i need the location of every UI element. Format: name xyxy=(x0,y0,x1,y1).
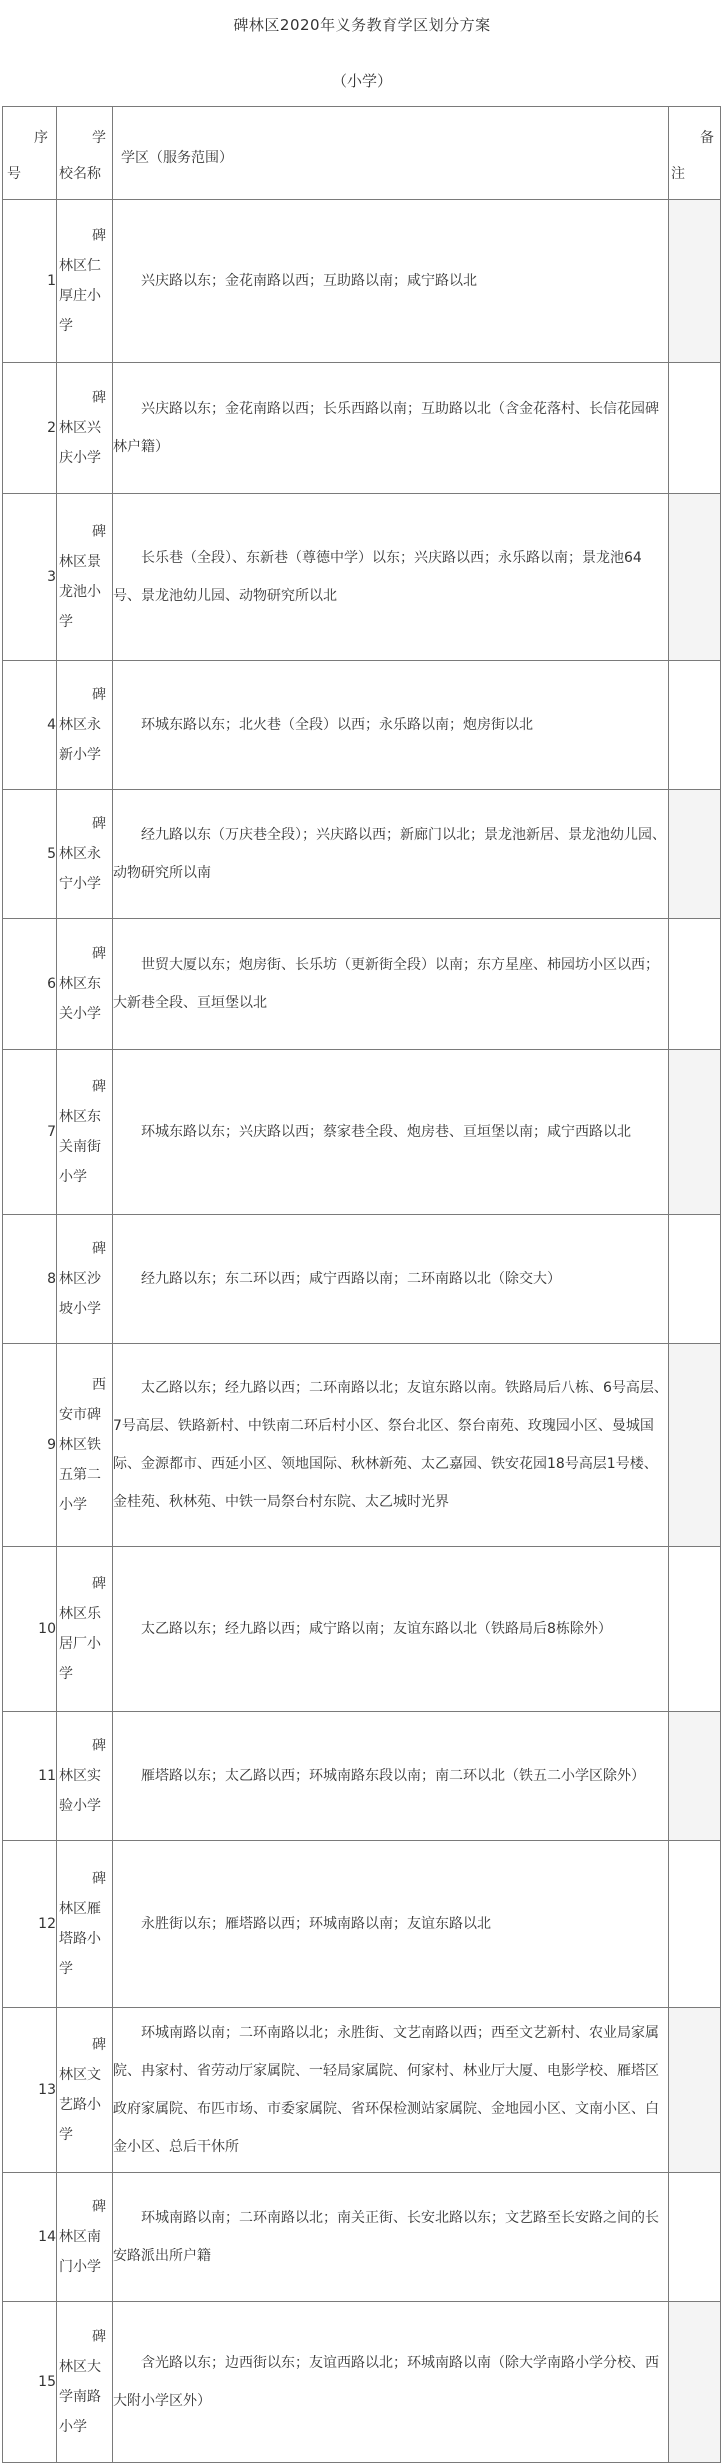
note-cell xyxy=(669,2008,721,2173)
table-row xyxy=(3,790,721,919)
school-name-first-char: 西 xyxy=(92,1377,106,1393)
row-number: 13 xyxy=(3,2008,57,2173)
school-name-first-char: 碑 xyxy=(92,816,106,832)
header-number xyxy=(3,107,57,200)
school-name-cell xyxy=(57,790,113,919)
service-range-cell: 含光路以东；边西街以东；友谊西路以北；环城南路以南（除大学南路小学分校、西大附小学区外） xyxy=(113,2302,669,2463)
row-number: 11 xyxy=(3,1712,57,1841)
service-range-cell: 兴庆路以东；金花南路以西；长乐西路以南；互助路以北（含金花落村、长信花园碑林户籍） xyxy=(113,363,669,494)
note-cell xyxy=(669,1050,721,1215)
note-cell xyxy=(669,1215,721,1344)
school-name-cell xyxy=(57,494,113,661)
school-name-first-char: 碑 xyxy=(92,1079,106,1095)
school-name-rest: 林区沙坡小学 xyxy=(59,1271,101,1317)
row-number: 1 xyxy=(3,200,57,363)
table-row xyxy=(3,1547,721,1712)
table-row xyxy=(3,1050,721,1215)
school-name-rest: 林区实验小学 xyxy=(59,1768,101,1814)
table-row xyxy=(3,661,721,790)
school-name-cell xyxy=(57,1344,113,1547)
school-name-first-char: 碑 xyxy=(92,1241,106,1257)
school-name-rest: 林区仁厚庄小学 xyxy=(59,258,101,334)
service-range-cell: 经九路以东（万庆巷全段）；兴庆路以西；新廊门以北；景龙池新居、景龙池幼儿园、动物研究所以南 xyxy=(113,790,669,919)
service-range-cell: 长乐巷（全段）、东新巷（尊德中学）以东；兴庆路以西；永乐路以南；景龙池64号、景龙池幼儿园、动物研究所以北 xyxy=(113,494,669,661)
table-row xyxy=(3,1215,721,1344)
note-cell xyxy=(669,1712,721,1841)
table-row xyxy=(3,2008,721,2173)
row-number: 3 xyxy=(3,494,57,661)
service-range-cell: 环城东路以东；北火巷（全段）以西；永乐路以南；炮房街以北 xyxy=(113,661,669,790)
school-name-rest: 林区南门小学 xyxy=(59,2229,101,2275)
table-body xyxy=(3,200,721,2463)
header-note xyxy=(669,107,721,200)
service-range-cell: 永胜街以东；雁塔路以西；环城南路以南；友谊东路以北 xyxy=(113,1841,669,2008)
row-number: 5 xyxy=(3,790,57,919)
header-note-bottom: 注 xyxy=(671,166,685,182)
school-name-cell xyxy=(57,1712,113,1841)
table-row xyxy=(3,2302,721,2463)
school-name-rest: 林区景龙池小学 xyxy=(59,554,101,630)
note-cell xyxy=(669,2173,721,2302)
note-cell xyxy=(669,919,721,1050)
school-name-cell xyxy=(57,2008,113,2173)
service-range-cell: 环城南路以南；二环南路以北；南关正街、长安北路以东；文艺路至长安路之间的长安路派出所户籍 xyxy=(113,2173,669,2302)
header-note-top: 备 xyxy=(700,130,714,146)
school-name-first-char: 碑 xyxy=(92,687,106,703)
note-cell xyxy=(669,494,721,661)
row-number: 6 xyxy=(3,919,57,1050)
table-row xyxy=(3,363,721,494)
row-number: 9 xyxy=(3,1344,57,1547)
school-district-table xyxy=(2,106,721,2463)
header-range-label: 学区（服务范围） xyxy=(121,150,233,166)
note-cell xyxy=(669,363,721,494)
service-range-cell: 兴庆路以东；金花南路以西；互助路以南；咸宁路以北 xyxy=(113,200,669,363)
school-name-first-char: 碑 xyxy=(92,2199,106,2215)
school-name-first-char: 碑 xyxy=(92,228,106,244)
school-name-cell xyxy=(57,200,113,363)
row-number: 12 xyxy=(3,1841,57,2008)
school-name-rest: 林区永新小学 xyxy=(59,717,101,763)
school-name-rest: 林区文艺路小学 xyxy=(59,2067,101,2143)
school-name-rest: 安市碑林区铁五第二小学 xyxy=(59,1407,101,1513)
header-range xyxy=(113,107,669,200)
document-subtitle: （小学） xyxy=(331,72,392,90)
school-name-rest: 林区东关南街小学 xyxy=(59,1109,101,1185)
note-cell xyxy=(669,1344,721,1547)
school-name-cell xyxy=(57,1841,113,2008)
school-name-first-char: 碑 xyxy=(92,2329,106,2345)
school-name-cell xyxy=(57,363,113,494)
school-name-first-char: 碑 xyxy=(92,1576,106,1592)
service-range-cell: 太乙路以东；经九路以西；二环南路以北；友谊东路以南。铁路局后八栋、6号高层、7号高层、铁路新村、中铁南二环后村小区、祭台北区、祭台南苑、玫瑰园小区、曼城国际、金源都市、西延小区、领地国际、秋林新苑、太乙嘉园、铁安花园18号高层1号楼、金桂苑、秋林苑、中铁一局祭台村东院、太乙城时光界 xyxy=(113,1344,669,1547)
service-range-cell: 太乙路以东；经九路以西；咸宁路以南；友谊东路以北（铁路局后8栋除外） xyxy=(113,1547,669,1712)
row-number: 10 xyxy=(3,1547,57,1712)
header-number-bottom: 号 xyxy=(7,166,21,182)
header-school-top: 学 xyxy=(92,130,106,146)
table-row xyxy=(3,2173,721,2302)
service-range-cell: 雁塔路以东；太乙路以西；环城南路东段以南；南二环以北（铁五二小学区除外） xyxy=(113,1712,669,1841)
table-row xyxy=(3,919,721,1050)
school-name-rest: 林区乐居厂小学 xyxy=(59,1606,101,1682)
school-name-first-char: 碑 xyxy=(92,524,106,540)
service-range-cell: 环城南路以南；二环南路以北；永胜街、文艺南路以西；西至文艺新村、农业局家属院、冉家村、省劳动厅家属院、一轻局家属院、何家村、林业厅大厦、电影学校、雁塔区政府家属院、布匹市场、市委家属院、省环保检测站家属院、金地园小区、文南小区、白金小区、总后干休所 xyxy=(113,2008,669,2173)
header-number-top: 序 xyxy=(34,130,48,146)
school-name-first-char: 碑 xyxy=(92,2037,106,2053)
table-header-row xyxy=(3,107,721,200)
header-school-bottom: 校名称 xyxy=(59,166,101,182)
table-row xyxy=(3,1344,721,1547)
note-cell xyxy=(669,2302,721,2463)
table-row xyxy=(3,494,721,661)
row-number: 8 xyxy=(3,1215,57,1344)
note-cell xyxy=(669,200,721,363)
school-name-cell xyxy=(57,661,113,790)
school-name-cell xyxy=(57,1547,113,1712)
school-name-first-char: 碑 xyxy=(92,946,106,962)
document-title: 碑林区2020年义务教育学区划分方案 xyxy=(233,16,491,34)
school-name-rest: 林区大学南路小学 xyxy=(59,2359,101,2435)
school-name-rest: 林区永宁小学 xyxy=(59,846,101,892)
school-name-first-char: 碑 xyxy=(92,1871,106,1887)
table-row xyxy=(3,1712,721,1841)
school-name-rest: 林区雁塔路小学 xyxy=(59,1901,101,1977)
table-row xyxy=(3,1841,721,2008)
row-number: 14 xyxy=(3,2173,57,2302)
table-row xyxy=(3,200,721,363)
school-name-first-char: 碑 xyxy=(92,1738,106,1754)
school-name-cell xyxy=(57,919,113,1050)
header-school xyxy=(57,107,113,200)
note-cell xyxy=(669,661,721,790)
school-name-cell xyxy=(57,1050,113,1215)
school-name-rest: 林区兴庆小学 xyxy=(59,420,101,466)
row-number: 2 xyxy=(3,363,57,494)
school-name-cell xyxy=(57,1215,113,1344)
note-cell xyxy=(669,1841,721,2008)
service-range-cell: 环城东路以东；兴庆路以西；蔡家巷全段、炮房巷、亘垣堡以南；咸宁西路以北 xyxy=(113,1050,669,1215)
service-range-cell: 经九路以东；东二环以西；咸宁西路以南；二环南路以北（除交大） xyxy=(113,1215,669,1344)
note-cell xyxy=(669,790,721,919)
school-name-rest: 林区东关小学 xyxy=(59,976,101,1022)
row-number: 4 xyxy=(3,661,57,790)
row-number: 7 xyxy=(3,1050,57,1215)
note-cell xyxy=(669,1547,721,1712)
service-range-cell: 世贸大厦以东；炮房街、长乐坊（更新街全段）以南；东方星座、柿园坊小区以西；大新巷全段、亘垣堡以北 xyxy=(113,919,669,1050)
school-name-first-char: 碑 xyxy=(92,390,106,406)
school-name-cell xyxy=(57,2173,113,2302)
school-name-cell xyxy=(57,2302,113,2463)
row-number: 15 xyxy=(3,2302,57,2463)
